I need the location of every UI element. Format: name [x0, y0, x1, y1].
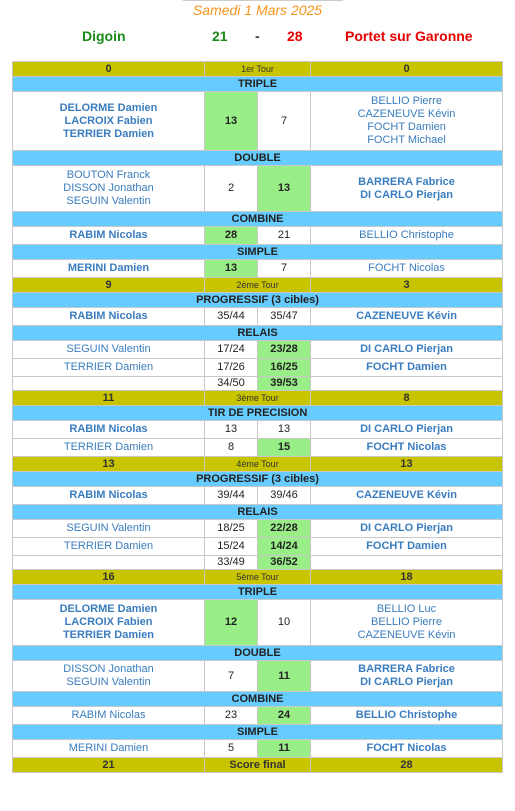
left-players: DISSON Jonathan SEGUIN Valentin — [13, 661, 205, 692]
team-right-name: Portet sur Garonne — [345, 28, 473, 44]
right-players: BELLIO Pierre CAZENEUVE Kévin FOCHT Damien FOCHT Michael — [311, 92, 503, 151]
cat-row — [13, 585, 503, 600]
cat-row — [13, 505, 503, 520]
right-score: 11 — [258, 740, 311, 758]
team-left-score: 21 — [212, 28, 228, 44]
cat-row — [13, 293, 503, 308]
category-label: PROGRESSIF (3 cibles) — [13, 293, 503, 308]
left-score: 39/44 — [205, 487, 258, 505]
match-row — [13, 166, 503, 212]
left-score: 13 — [205, 421, 258, 439]
round-score-right: 18 — [311, 570, 503, 585]
right-score: 11 — [258, 661, 311, 692]
left-players: RABIM Nicolas — [13, 487, 205, 505]
right-score: 13 — [258, 166, 311, 212]
left-score: 17/24 — [205, 341, 258, 359]
left-players: TERRIER Damien — [13, 538, 205, 556]
results-table-container — [12, 61, 502, 773]
left-players: RABIM Nicolas — [13, 421, 205, 439]
left-score: 23 — [205, 707, 258, 725]
cat-row — [13, 692, 503, 707]
round-score-right: 8 — [311, 391, 503, 406]
left-players — [13, 377, 205, 391]
match-row — [13, 740, 503, 758]
left-players: RABIM Nicolas — [13, 308, 205, 326]
round-score-right: 28 — [311, 758, 503, 773]
cat-row — [13, 77, 503, 92]
left-players: RABIM Nicolas — [13, 707, 205, 725]
round-row — [13, 457, 503, 472]
match-row — [13, 421, 503, 439]
right-score: 15 — [258, 439, 311, 457]
match-row — [13, 377, 503, 391]
right-score: 36/52 — [258, 556, 311, 570]
round-label: 5ème Tour — [205, 570, 311, 585]
match-row — [13, 341, 503, 359]
round-score-left: 9 — [13, 278, 205, 293]
right-score: 23/28 — [258, 341, 311, 359]
round-label: 4ème Tour — [205, 457, 311, 472]
left-players: TERRIER Damien — [13, 439, 205, 457]
right-score: 22/28 — [258, 520, 311, 538]
left-score: 8 — [205, 439, 258, 457]
left-score: 13 — [205, 92, 258, 151]
match-row — [13, 260, 503, 278]
round-score-left: 21 — [13, 758, 205, 773]
right-players: BELLIO Christophe — [311, 227, 503, 245]
round-label: Score final — [205, 758, 311, 773]
category-label: PROGRESSIF (3 cibles) — [13, 472, 503, 487]
match-row — [13, 600, 503, 646]
category-label: TRIPLE — [13, 585, 503, 600]
match-row — [13, 227, 503, 245]
right-players: FOCHT Damien — [311, 538, 503, 556]
right-score: 14/24 — [258, 538, 311, 556]
right-players — [311, 556, 503, 570]
left-score: 34/50 — [205, 377, 258, 391]
round-row — [13, 391, 503, 406]
round-score-right: 0 — [311, 62, 503, 77]
left-score: 18/25 — [205, 520, 258, 538]
left-players: MERINI Damien — [13, 740, 205, 758]
left-players: DELORME Damien LACROIX Fabien TERRIER Damien — [13, 600, 205, 646]
right-players: DI CARLO Pierjan — [311, 421, 503, 439]
category-label: RELAIS — [13, 326, 503, 341]
left-score: 15/24 — [205, 538, 258, 556]
right-players: DI CARLO Pierjan — [311, 520, 503, 538]
score-separator: - — [255, 28, 260, 44]
cat-row — [13, 151, 503, 166]
cat-row — [13, 725, 503, 740]
left-players: SEGUIN Valentin — [13, 341, 205, 359]
right-score: 7 — [258, 260, 311, 278]
team-right-score: 28 — [287, 28, 303, 44]
cat-row — [13, 212, 503, 227]
left-players: SEGUIN Valentin — [13, 520, 205, 538]
left-score: 28 — [205, 227, 258, 245]
right-score: 24 — [258, 707, 311, 725]
date-divider — [183, 0, 343, 1]
match-row — [13, 92, 503, 151]
left-players: MERINI Damien — [13, 260, 205, 278]
round-score-left: 13 — [13, 457, 205, 472]
cat-row — [13, 326, 503, 341]
round-row — [13, 278, 503, 293]
category-label: TIR DE PRECISION — [13, 406, 503, 421]
right-players: BARRERA Fabrice DI CARLO Pierjan — [311, 661, 503, 692]
category-label: COMBINE — [13, 692, 503, 707]
round-label: 3ème Tour — [205, 391, 311, 406]
right-players: CAZENEUVE Kévin — [311, 308, 503, 326]
round-row — [13, 62, 503, 77]
cat-row — [13, 245, 503, 260]
right-score: 35/47 — [258, 308, 311, 326]
match-date: Samedi 1 Mars 2025 — [192, 2, 323, 18]
left-players — [13, 556, 205, 570]
left-players: DELORME Damien LACROIX Fabien TERRIER Damien — [13, 92, 205, 151]
right-players: BELLIO Luc BELLIO Pierre CAZENEUVE Kévin — [311, 600, 503, 646]
right-players: BELLIO Christophe — [311, 707, 503, 725]
right-score: 39/53 — [258, 377, 311, 391]
right-score: 21 — [258, 227, 311, 245]
cat-row — [13, 646, 503, 661]
left-score: 2 — [205, 166, 258, 212]
scoreboard-header — [0, 28, 515, 48]
right-score: 39/46 — [258, 487, 311, 505]
left-players: TERRIER Damien — [13, 359, 205, 377]
team-left-name: Digoin — [82, 28, 126, 44]
match-row — [13, 538, 503, 556]
category-label: SIMPLE — [13, 725, 503, 740]
match-row — [13, 520, 503, 538]
category-label: RELAIS — [13, 505, 503, 520]
left-score: 12 — [205, 600, 258, 646]
left-score: 17/26 — [205, 359, 258, 377]
results-table — [12, 61, 503, 773]
cat-row — [13, 406, 503, 421]
right-score: 13 — [258, 421, 311, 439]
round-score-right: 3 — [311, 278, 503, 293]
match-row — [13, 439, 503, 457]
right-players — [311, 377, 503, 391]
left-score: 13 — [205, 260, 258, 278]
left-score: 7 — [205, 661, 258, 692]
round-score-right: 13 — [311, 457, 503, 472]
right-players: DI CARLO Pierjan — [311, 341, 503, 359]
final-row — [13, 758, 503, 773]
round-label: 2ème Tour — [205, 278, 311, 293]
right-players: CAZENEUVE Kévin — [311, 487, 503, 505]
round-label: 1er Tour — [205, 62, 311, 77]
category-label: DOUBLE — [13, 646, 503, 661]
right-score: 10 — [258, 600, 311, 646]
round-row — [13, 570, 503, 585]
round-score-left: 16 — [13, 570, 205, 585]
match-row — [13, 487, 503, 505]
round-score-left: 0 — [13, 62, 205, 77]
left-score: 35/44 — [205, 308, 258, 326]
right-score: 16/25 — [258, 359, 311, 377]
match-row — [13, 707, 503, 725]
left-players: BOUTON Franck DISSON Jonathan SEGUIN Valentin — [13, 166, 205, 212]
right-players: FOCHT Nicolas — [311, 260, 503, 278]
category-label: DOUBLE — [13, 151, 503, 166]
left-players: RABIM Nicolas — [13, 227, 205, 245]
right-score: 7 — [258, 92, 311, 151]
match-row — [13, 359, 503, 377]
category-label: TRIPLE — [13, 77, 503, 92]
match-row — [13, 556, 503, 570]
cat-row — [13, 472, 503, 487]
right-players: BARRERA Fabrice DI CARLO Pierjan — [311, 166, 503, 212]
right-players: FOCHT Nicolas — [311, 740, 503, 758]
category-label: SIMPLE — [13, 245, 503, 260]
results-table-body — [13, 62, 503, 773]
match-row — [13, 308, 503, 326]
round-score-left: 11 — [13, 391, 205, 406]
category-label: COMBINE — [13, 212, 503, 227]
left-score: 5 — [205, 740, 258, 758]
right-players: FOCHT Damien — [311, 359, 503, 377]
left-score: 33/49 — [205, 556, 258, 570]
right-players: FOCHT Nicolas — [311, 439, 503, 457]
match-row — [13, 661, 503, 692]
